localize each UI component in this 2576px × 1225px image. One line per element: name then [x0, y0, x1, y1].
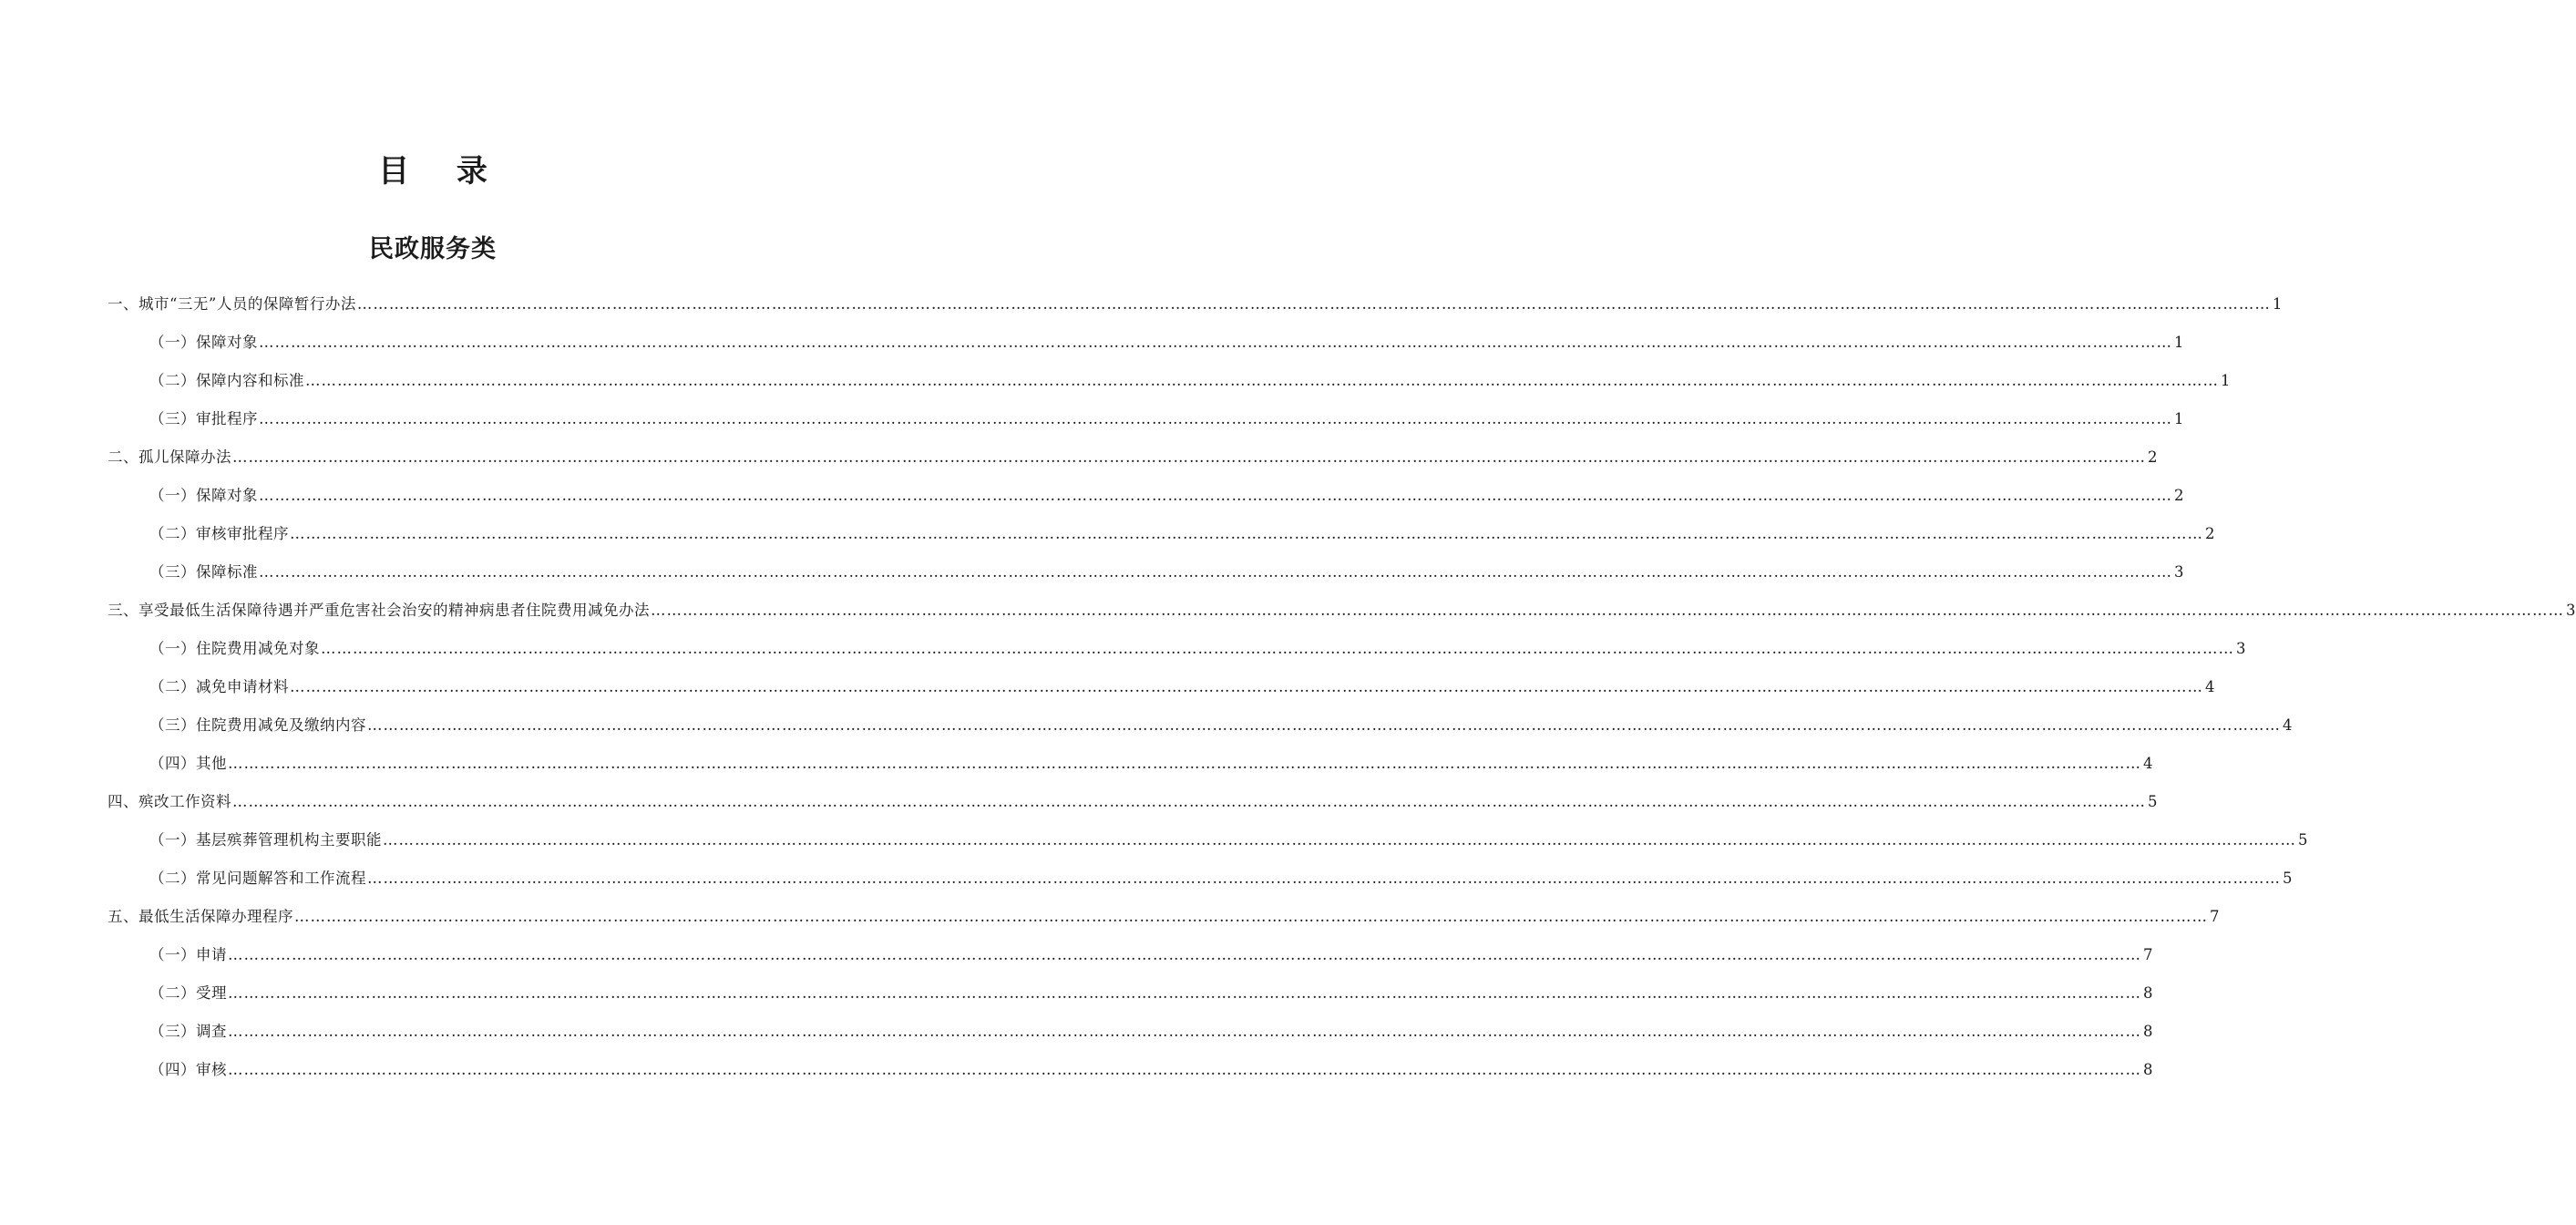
toc-entry	[149, 821, 2308, 860]
toc-entry-page-number: 3	[2174, 563, 2184, 581]
toc-entry	[149, 477, 2184, 515]
toc-leader-dots: ………………………………………………………………………………………………………………………………………………………………………………………………………………………………………………………………………………………………………………………………	[228, 946, 2141, 963]
toc-entry-page-number: 1	[2221, 372, 2231, 389]
toc-entry-page-number: 8	[2143, 984, 2153, 1002]
toc-entry-title: （一）基层殡葬管理机构主要职能	[149, 831, 382, 849]
toc-entry-page-number: 5	[2283, 870, 2293, 887]
toc-entry-page-number: 7	[2143, 946, 2153, 963]
toc-leader-dots: ………………………………………………………………………………………………………………………………………………………………………………………………………………………………………………………………………………………………………………………………	[259, 410, 2172, 427]
toc-entry-title: （二）常见问题解答和工作流程	[149, 870, 366, 887]
section-title: 民政服务类	[369, 235, 497, 263]
toc-entry-page-number: 5	[2298, 831, 2308, 849]
toc-entry-title: 三、享受最低生活保障待遇并严重危害社会治安的精神病患者住院费用减免办法	[108, 602, 650, 619]
toc-leader-dots: ………………………………………………………………………………………………………………………………………………………………………………………………………………………………………………………………………………………………………………………………	[356, 295, 2271, 313]
toc-leader-dots: ………………………………………………………………………………………………………………………………………………………………………………………………………………………………………………………………………………………………………………………………	[294, 908, 2208, 925]
toc-entry-title: （三）住院费用减免及缴纳内容	[149, 716, 366, 734]
toc-entry	[149, 668, 2215, 706]
toc-entry-title: （二）审核审批程序	[149, 525, 289, 542]
toc-entry	[149, 1013, 2153, 1051]
toc-entry-page-number: 1	[2272, 295, 2283, 313]
toc-entry	[149, 706, 2293, 745]
toc-entry	[149, 936, 2153, 974]
toc-leader-dots: ………………………………………………………………………………………………………………………………………………………………………………………………………………………………………………………………………………………………………………………………	[232, 448, 2146, 466]
toc-entry	[108, 592, 2576, 630]
toc-entry-title: （四）审核	[149, 1061, 227, 1078]
toc-leader-dots: ………………………………………………………………………………………………………………………………………………………………………………………………………………………………………………………………………………………………………………………………	[290, 525, 2203, 542]
page-title: 目 录	[378, 153, 506, 190]
toc-entry	[149, 515, 2215, 553]
toc-entry-title: （三）审批程序	[149, 410, 258, 427]
toc-entry	[108, 898, 2220, 936]
toc-entry-title: （一）保障对象	[149, 487, 258, 504]
toc-entry-title: （三）调查	[149, 1023, 227, 1040]
toc-entry-page-number: 4	[2283, 716, 2293, 734]
toc-entry-page-number: 1	[2174, 334, 2184, 351]
toc-entry	[149, 324, 2184, 362]
toc-entry-page-number: 5	[2148, 793, 2158, 810]
toc-entry-page-number: 7	[2210, 908, 2220, 925]
toc-entry-title: （四）其他	[149, 755, 227, 772]
toc-leader-dots: ………………………………………………………………………………………………………………………………………………………………………………………………………………………………………………………………………………………………………………………………	[259, 487, 2172, 504]
toc-entry-page-number: 3	[2566, 602, 2576, 619]
toc-entry	[149, 362, 2231, 400]
toc-entry-title: （三）保障标准	[149, 563, 258, 581]
toc-entry	[108, 285, 2283, 324]
toc-entry-page-number: 2	[2205, 525, 2215, 542]
toc-entry-title: 一、城市“三无”人员的保障暂行办法	[108, 295, 356, 313]
toc-entry	[149, 860, 2293, 898]
toc-leader-dots: ………………………………………………………………………………………………………………………………………………………………………………………………………………………………………………………………………………………………………………………………	[232, 793, 2146, 810]
toc-entry-page-number: 1	[2174, 410, 2184, 427]
toc-entry-page-number: 2	[2148, 448, 2158, 466]
toc-entry	[149, 974, 2153, 1013]
toc-leader-dots: ………………………………………………………………………………………………………………………………………………………………………………………………………………………………………………………………………………………………………………………………	[228, 984, 2141, 1002]
toc-leader-dots: ………………………………………………………………………………………………………………………………………………………………………………………………………………………………………………………………………………………………………………………………	[321, 640, 2234, 657]
toc-entry	[108, 783, 2158, 821]
toc-entry-page-number: 3	[2236, 640, 2246, 657]
toc-entry	[149, 1051, 2153, 1089]
toc-entry-title: （二）减免申请材料	[149, 678, 289, 695]
toc-entry	[149, 553, 2184, 592]
toc-entry-title: 四、殡改工作资料	[108, 793, 231, 810]
toc-entry-title: （二）受理	[149, 984, 227, 1002]
toc-leader-dots: ………………………………………………………………………………………………………………………………………………………………………………………………………………………………………………………………………………………………………………………………	[367, 716, 2281, 734]
toc-entry	[149, 630, 2246, 668]
toc-entry-title: （一）保障对象	[149, 334, 258, 351]
toc-leader-dots: ………………………………………………………………………………………………………………………………………………………………………………………………………………………………………………………………………………………………………………………………	[367, 870, 2281, 887]
toc-entry-page-number: 4	[2143, 755, 2153, 772]
toc-entry-title: （一）住院费用减免对象	[149, 640, 320, 657]
toc-entry	[149, 745, 2153, 783]
toc-leader-dots: ………………………………………………………………………………………………………………………………………………………………………………………………………………………………………………………………………………………………………………………………	[290, 678, 2203, 695]
toc-entry	[149, 400, 2184, 438]
toc-entry-page-number: 8	[2143, 1023, 2153, 1040]
toc-leader-dots: ………………………………………………………………………………………………………………………………………………………………………………………………………………………………………………………………………………………………………………………………	[383, 831, 2296, 849]
toc-entry-title: 五、最低生活保障办理程序	[108, 908, 293, 925]
toc-entry-title: （一）申请	[149, 946, 227, 963]
toc-leader-dots: ………………………………………………………………………………………………………………………………………………………………………………………………………………………………………………………………………………………………………………………………	[259, 563, 2172, 581]
toc-leader-dots: ………………………………………………………………………………………………………………………………………………………………………………………………………………………………………………………………………………………………………………………………	[305, 372, 2219, 389]
toc-entry	[108, 438, 2158, 477]
toc-leader-dots: ………………………………………………………………………………………………………………………………………………………………………………………………………………………………………………………………………………………………………………………………	[228, 1061, 2141, 1078]
toc-leader-dots: ………………………………………………………………………………………………………………………………………………………………………………………………………………………………………………………………………………………………………………………………	[651, 602, 2564, 619]
toc-entry-page-number: 8	[2143, 1061, 2153, 1078]
toc-entry-title: 二、孤儿保障办法	[108, 448, 231, 466]
toc-leader-dots: ………………………………………………………………………………………………………………………………………………………………………………………………………………………………………………………………………………………………………………………………	[259, 334, 2172, 351]
toc-leader-dots: ………………………………………………………………………………………………………………………………………………………………………………………………………………………………………………………………………………………………………………………………	[228, 1023, 2141, 1040]
toc-entry-page-number: 4	[2205, 678, 2215, 695]
toc-leader-dots: ………………………………………………………………………………………………………………………………………………………………………………………………………………………………………………………………………………………………………………………………	[228, 755, 2141, 772]
toc-entry-page-number: 2	[2174, 487, 2184, 504]
toc-entry-title: （二）保障内容和标准	[149, 372, 304, 389]
